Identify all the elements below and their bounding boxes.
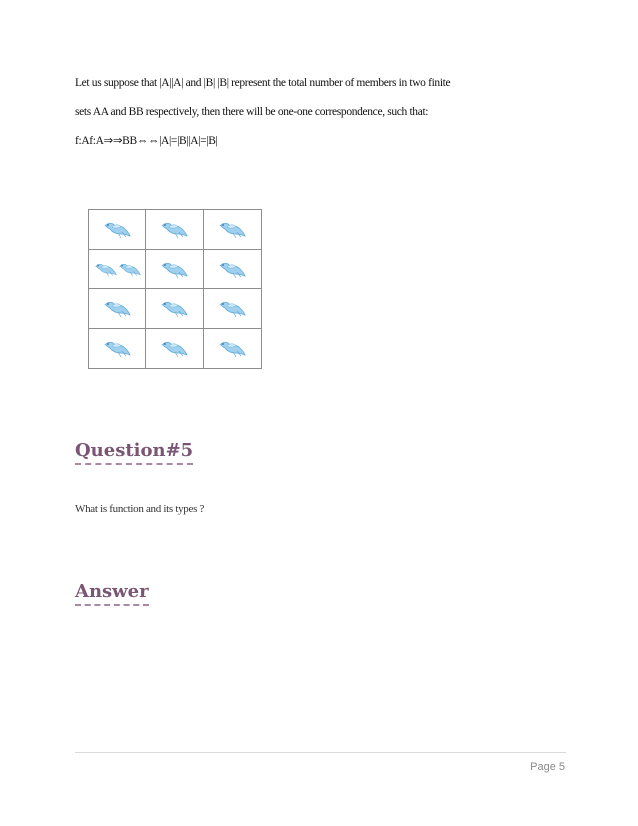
grid-cell	[146, 250, 203, 290]
bird-icon	[160, 338, 188, 358]
paragraph-line-1: Let us suppose that |A||A| and |B| |B| represent the total number of members in two finite	[75, 77, 451, 89]
question-heading: Question#5	[75, 441, 193, 465]
question-text: What is function and its types ?	[75, 503, 205, 515]
grid-cell	[204, 250, 261, 290]
grid-cell	[146, 289, 203, 329]
page-number: Page 5	[530, 761, 565, 773]
bird-icon	[218, 298, 246, 318]
grid-cell	[146, 329, 203, 369]
footer-divider	[75, 752, 566, 753]
formula-line: f:Af:A⇒⇒BB⇔⇔|A|=|B||A|=|B|	[75, 135, 218, 147]
bird-icon	[103, 298, 131, 318]
bird-icon	[218, 219, 246, 239]
grid-cell	[204, 210, 261, 250]
grid-cell	[204, 289, 261, 329]
paragraph-line-2: sets AA and BB respectively, then there will be one-one correspondence, such that:	[75, 106, 429, 118]
bird-icon	[103, 219, 131, 239]
grid-cell	[89, 250, 146, 290]
answer-heading: Answer	[75, 582, 149, 606]
bird-icon	[218, 259, 246, 279]
bird-icon	[103, 338, 131, 358]
grid-cell	[204, 329, 261, 369]
bird-icon	[160, 259, 188, 279]
bird-icon	[160, 298, 188, 318]
bird-grid-figure	[88, 209, 262, 369]
grid-cell	[89, 289, 146, 329]
grid-cell	[89, 329, 146, 369]
grid-cell	[146, 210, 203, 250]
bird-icon	[94, 260, 117, 278]
bird-icon	[218, 338, 246, 358]
bird-icon	[160, 219, 188, 239]
bird-icon	[118, 260, 141, 278]
grid-cell	[89, 210, 146, 250]
